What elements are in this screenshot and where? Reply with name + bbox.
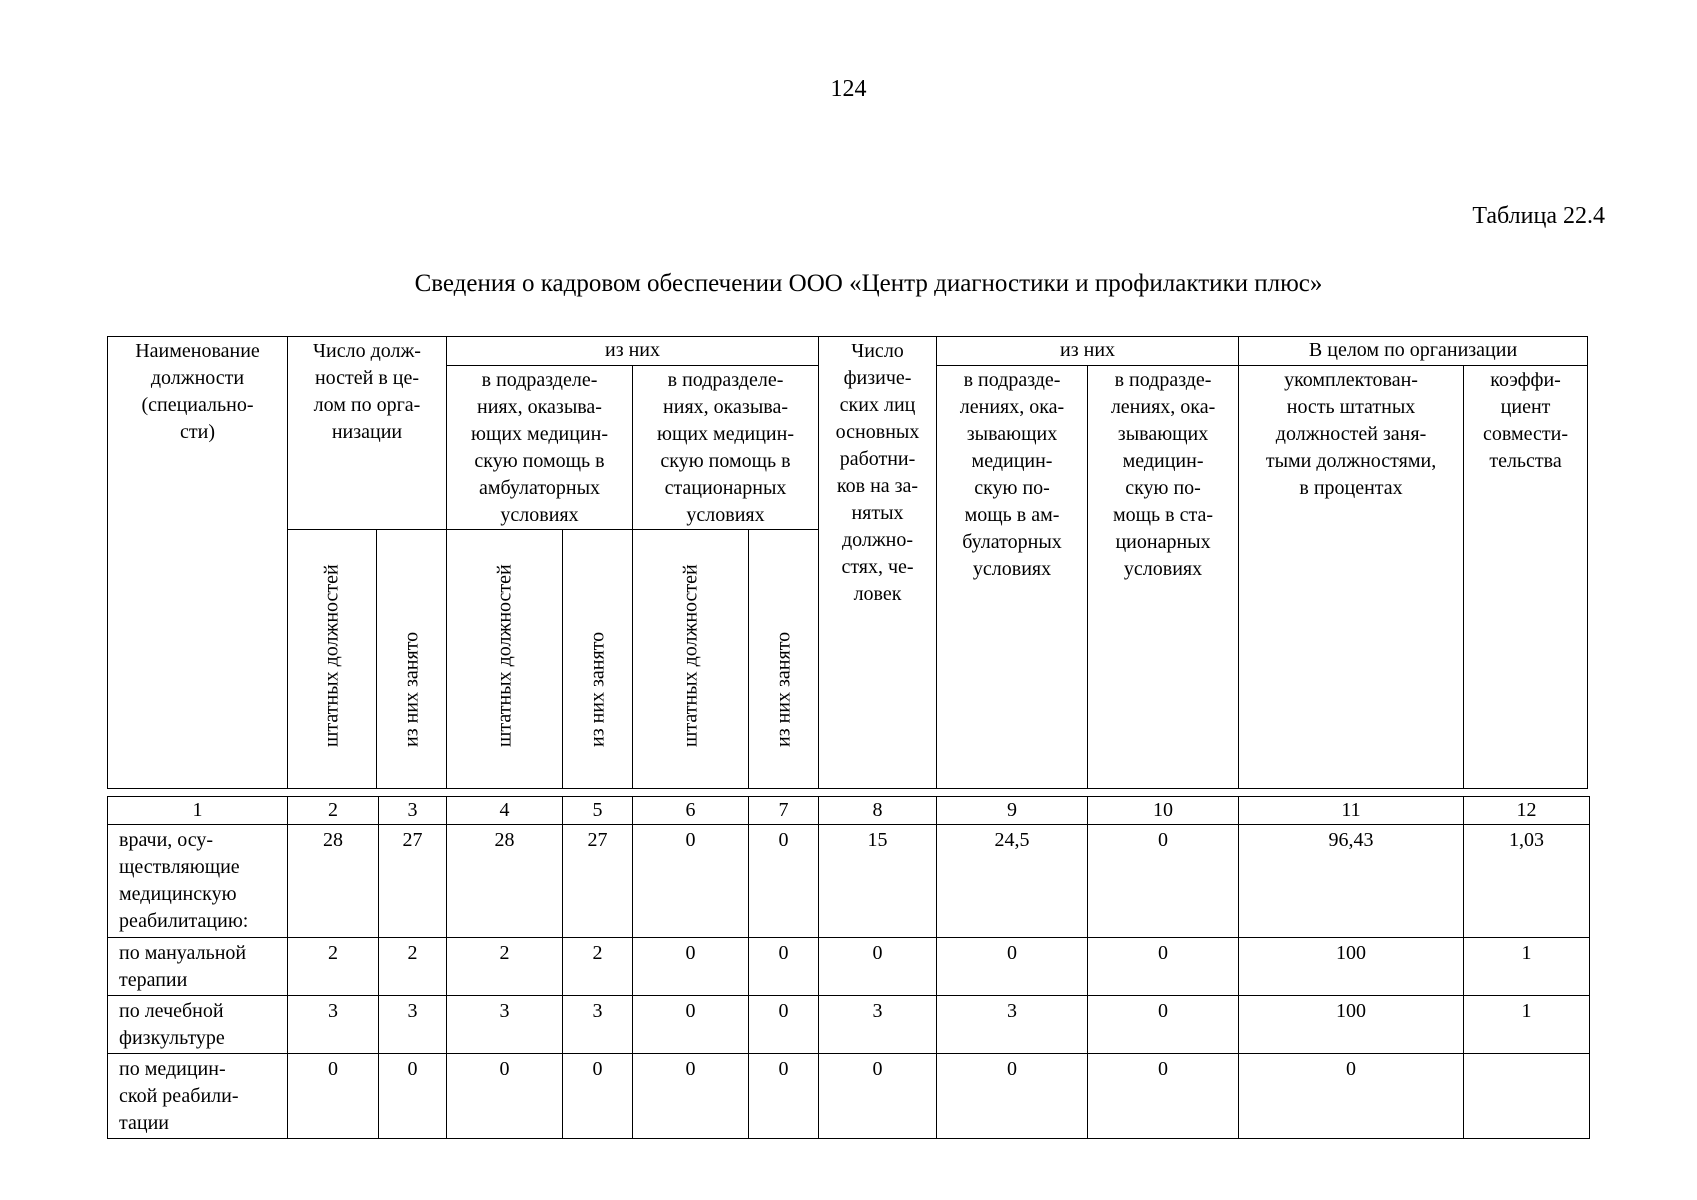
cell: 0 <box>937 1054 1088 1139</box>
cell: 1,03 <box>1464 825 1590 938</box>
cell: 0 <box>749 825 819 938</box>
header-staffing-percent: укомплектован- ность штатных должностей заня- тыми должностями, в процентах <box>1239 366 1464 789</box>
column-number: 2 <box>288 797 379 825</box>
column-number: 8 <box>819 797 937 825</box>
cell: 3 <box>937 996 1088 1054</box>
cell: 0 <box>288 1054 379 1139</box>
cell: 96,43 <box>1239 825 1464 938</box>
row-name: по медицин- ской реабили- тации <box>108 1054 288 1139</box>
cell: 0 <box>819 1054 937 1139</box>
header-occupied-total: из них занято <box>377 530 447 789</box>
table-row <box>108 938 1590 996</box>
row-name: по мануальной терапии <box>108 938 288 996</box>
page-number: 124 <box>830 76 867 102</box>
cell: 3 <box>563 996 633 1054</box>
cell: 0 <box>633 996 749 1054</box>
cell: 0 <box>819 938 937 996</box>
column-number: 12 <box>1464 797 1590 825</box>
cell: 0 <box>749 996 819 1054</box>
cell: 0 <box>447 1054 563 1139</box>
column-number: 5 <box>563 797 633 825</box>
cell: 3 <box>447 996 563 1054</box>
header-occupied-ambulatory: из них занято <box>563 530 633 789</box>
cell: 2 <box>563 938 633 996</box>
column-number: 1 <box>108 797 288 825</box>
row-name: по лечебной физкультуре <box>108 996 288 1054</box>
header-occupied-inpatient: из них занято <box>749 530 819 789</box>
cell: 2 <box>379 938 447 996</box>
cell: 0 <box>937 938 1088 996</box>
cell: 15 <box>819 825 937 938</box>
cell <box>1464 1054 1590 1139</box>
cell: 1 <box>1464 996 1590 1054</box>
cell: 0 <box>379 1054 447 1139</box>
cell: 0 <box>633 825 749 938</box>
cell: 3 <box>288 996 379 1054</box>
cell: 27 <box>379 825 447 938</box>
cell: 2 <box>288 938 379 996</box>
cell: 0 <box>1088 938 1239 996</box>
cell: 3 <box>379 996 447 1054</box>
header-total-positions: Число долж- ностей в це- лом по орга- низации <box>288 337 447 530</box>
cell: 0 <box>1088 825 1239 938</box>
column-number: 7 <box>749 797 819 825</box>
cell: 0 <box>633 1054 749 1139</box>
row-name: врачи, осу- ществляющие медицинскую реабилитацию: <box>108 825 288 938</box>
header-org-total: В целом по организации <box>1239 337 1588 366</box>
cell: 0 <box>633 938 749 996</box>
cell: 28 <box>447 825 563 938</box>
cell: 27 <box>563 825 633 938</box>
cell: 0 <box>749 1054 819 1139</box>
cell: 100 <box>1239 996 1464 1054</box>
cell: 0 <box>1088 1054 1239 1139</box>
table-row <box>108 996 1590 1054</box>
header-staff-positions-ambulatory: штатных должностей <box>447 530 563 789</box>
column-number: 11 <box>1239 797 1464 825</box>
header-physical-persons: Число физиче- ских лиц основных работни- ков на за- нятых должно- стях, че- ловек <box>819 337 937 789</box>
header-persons-inpatient: в подразде- лениях, ока- зывающих медицин- скую по- мощь в ста- ционарных условиях <box>1088 366 1239 789</box>
header-staff-positions-total: штатных должностей <box>288 530 377 789</box>
table-row <box>108 1054 1590 1139</box>
column-number: 10 <box>1088 797 1239 825</box>
table-label: Таблица 22.4 <box>1472 203 1605 229</box>
header-position-name: Наименование должности (специально- сти) <box>108 337 288 789</box>
header-table <box>107 336 1588 789</box>
header-ambulatory-units: в подразделе- ниях, оказыва- ющих медицин- скую помощь в амбулаторных условиях <box>447 366 633 530</box>
cell: 100 <box>1239 938 1464 996</box>
cell: 0 <box>563 1054 633 1139</box>
column-number: 3 <box>379 797 447 825</box>
table-title: Сведения о кадровом обеспечении ООО «Центр диагностики и профилактики плюс» <box>414 270 1323 297</box>
column-number: 9 <box>937 797 1088 825</box>
cell: 0 <box>1088 996 1239 1054</box>
header-staff-positions-inpatient: штатных должностей <box>633 530 749 789</box>
cell: 24,5 <box>937 825 1088 938</box>
cell: 1 <box>1464 938 1590 996</box>
header-persons-ambulatory: в подразде- лениях, ока- зывающих медицин- скую по- мощь в ам- булаторных условиях <box>937 366 1088 789</box>
cell: 3 <box>819 996 937 1054</box>
cell: 0 <box>1239 1054 1464 1139</box>
header-of-them-a: из них <box>447 337 819 366</box>
column-number: 6 <box>633 797 749 825</box>
column-number: 4 <box>447 797 563 825</box>
data-table <box>107 796 1590 1139</box>
cell: 2 <box>447 938 563 996</box>
header-of-them-b: из них <box>937 337 1239 366</box>
header-combination-coefficient: коэффи- циент совмести- тельства <box>1464 366 1588 789</box>
cell: 0 <box>749 938 819 996</box>
table-row <box>108 825 1590 938</box>
cell: 28 <box>288 825 379 938</box>
header-inpatient-units: в подразделе- ниях, оказыва- ющих медицин- скую помощь в стационарных условиях <box>633 366 819 530</box>
